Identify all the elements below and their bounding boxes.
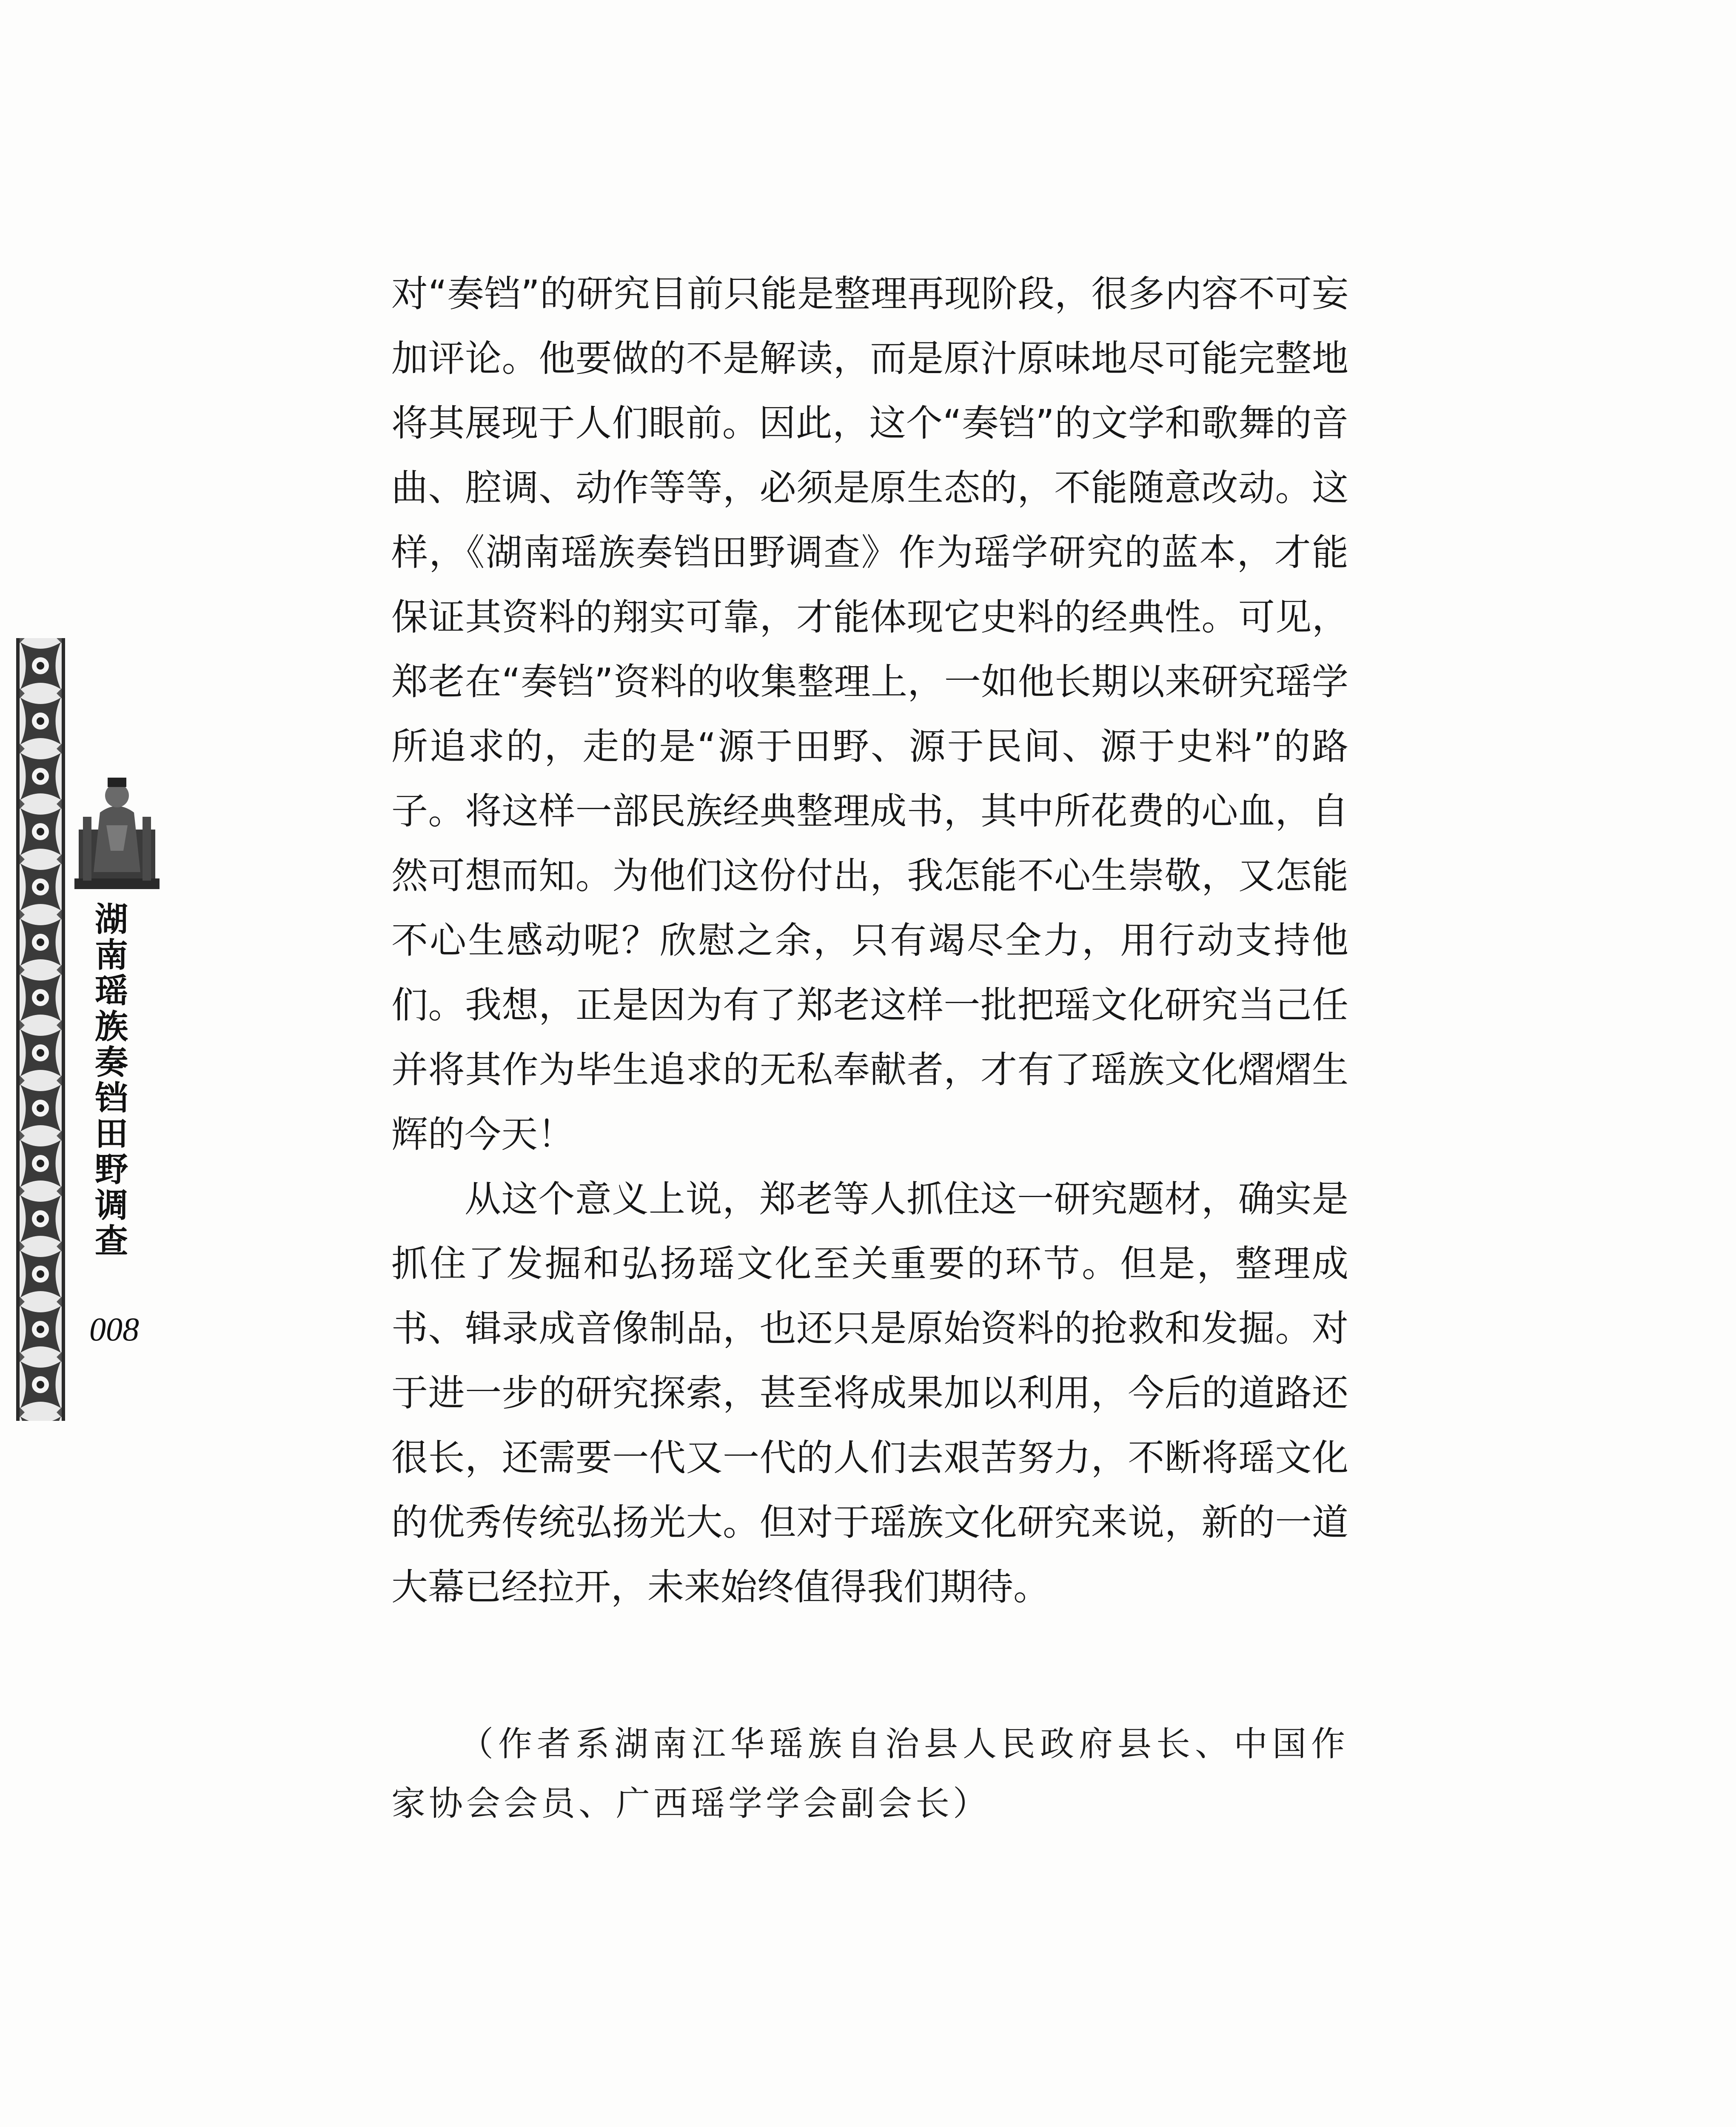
page-number: 008 (89, 1311, 139, 1348)
body-text (391, 262, 1348, 1619)
vertical-book-title: 湖南瑶族奏铛田野调查 (94, 900, 128, 1260)
seated-figure-illustration (70, 766, 164, 893)
decorative-border-strip (16, 638, 65, 1421)
author-credit: （作者系湖南江华瑶族自治县人民政府县长、中国作家协会会员、广西瑶学学会副会长） (391, 1724, 1348, 1823)
seated-official-icon (70, 766, 164, 893)
paragraph: 对“奏铛”的研究目前只能是整理再现阶段，很多内容不可妄加评论。他要做的不是解读，而是原汁原味地尽可能完整地将其展现于人们眼前。因此，这个“奏铛”的文学和歌舞的音曲、腔调、动作等等，必须是原生态的，不能随意改动。这样，《湖南瑶族奏铛田野调查》作为瑶学研究的蓝本，才能保证其资料的翔实可靠，才能体现它史料的经典性。可见，郑老在“奏铛”资料的收集整理上，一如他长期以来研究瑶学所追求的，走的是“源于田野、源于民间、源于史料”的路子。将这样一部民族经典整理成书，其中所花费的心血，自然可想而知。为他们这份付出，我怎能不心生崇敬，又怎能不心生感动呢？欣慰之余，只有竭尽全力，用行动支持他们。我想，正是因为有了郑老这样一批把瑶文化研究当己任并将其作为毕生追求的无私奉献者，才有了瑶族文化熠熠生辉的今天！ (391, 273, 1348, 1156)
ornament-pattern-icon (16, 638, 65, 1421)
paragraph: 从这个意义上说，郑老等人抓住这一研究题材，确实是抓住了发掘和弘扬瑶文化至关重要的环节。但是，整理成书、辑录成音像制品，也还只是原始资料的抢救和发掘。对于进一步的研究探索，甚至将成果加以利用，今后的道路还很长，还需要一代又一代的人们去艰苦努力，不断将瑶文化的优秀传统弘扬光大。但对于瑶族文化研究来说，新的一道大幕已经拉开，未来始终值得我们期待。 (391, 1178, 1348, 1608)
